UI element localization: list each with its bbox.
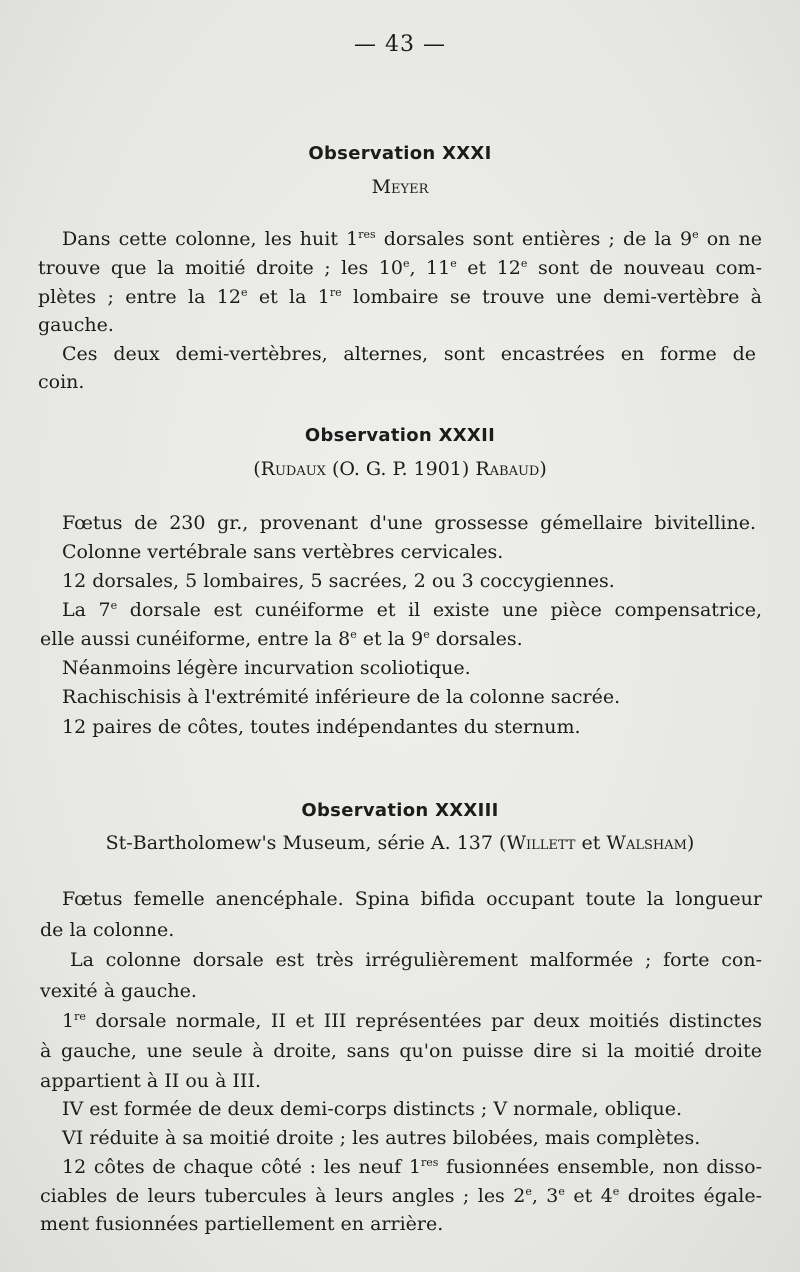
observation-32-source: (Rudaux (O. G. P. 1901) Rabaud) <box>253 458 547 480</box>
obs32-line-6: Néanmoins légère incurvation scoliotique. <box>62 657 471 679</box>
obs32-line-8: 12 paires de côtes, toutes indépendantes du sternum. <box>62 716 581 738</box>
obs33-line-9: VI réduite à sa moitié droite ; les autres bilobées, mais complètes. <box>62 1127 701 1149</box>
obs33-line-5: 1re dorsale normale, II et III représentées par deux moitiés distinctes <box>62 1010 762 1032</box>
observation-32-title: Observation XXXII <box>304 425 496 446</box>
obs33-line-12: ment fusionnées partiellement en arrière. <box>40 1213 444 1235</box>
obs32-line-7: Rachischisis à l'extrémité inférieure de la colonne sacrée. <box>62 686 621 708</box>
obs33-line-2: de la colonne. <box>40 919 175 941</box>
obs31-line-4: gauche. <box>38 314 114 336</box>
obs32-line-2: Colonne vertébrale sans vertèbres cervicales. <box>62 541 504 563</box>
obs31-line-2: trouve que la moitié droite ; les 10e, 11e et 12e sont de nouveau com- <box>38 257 762 279</box>
observation-31-author: Meyer <box>371 176 429 198</box>
obs31-line-6: coin. <box>38 371 85 393</box>
observation-31-title: Observation XXXI <box>308 143 492 164</box>
obs33-line-8: IV est formée de deux demi-corps distincts ; V normale, oblique. <box>62 1098 683 1120</box>
obs32-line-1: Fœtus de 230 gr., provenant d'une grossesse gémellaire bivitelline. <box>62 512 756 534</box>
obs33-line-3: La colonne dorsale est très irrégulièrement malformée ; forte con- <box>70 949 762 971</box>
page-number: — 43 — <box>354 32 446 57</box>
observation-33-title: Observation XXXIII <box>301 800 499 821</box>
obs32-line-4: La 7e dorsale est cunéiforme et il existe une pièce compensatrice, <box>62 599 762 621</box>
obs33-line-4: vexité à gauche. <box>40 980 197 1002</box>
obs32-line-5: elle aussi cunéiforme, entre la 8e et la 9e dorsales. <box>40 628 523 650</box>
obs31-line-5: Ces deux demi-vertèbres, alternes, sont encastrées en forme de <box>62 343 756 365</box>
obs33-line-1: Fœtus femelle anencéphale. Spina bifida occupant toute la longueur <box>62 888 762 910</box>
observation-33-source: St-Bartholomew's Museum, série A. 137 (Willett et Walsham) <box>105 832 695 854</box>
obs31-line-3: plètes ; entre la 12e et la 1re lombaire se trouve une demi-vertèbre à <box>38 286 762 308</box>
obs33-line-6: à gauche, une seule à droite, sans qu'on puisse dire si la moitié droite <box>40 1040 762 1062</box>
obs31-line-1: Dans cette colonne, les huit 1res dorsales sont entières ; de la 9e on ne <box>62 228 762 250</box>
obs33-line-11: ciables de leurs tubercules à leurs angles ; les 2e, 3e et 4e droites égale- <box>40 1185 762 1207</box>
obs33-line-10: 12 côtes de chaque côté : les neuf 1res fusionnées ensemble, non disso- <box>62 1156 763 1178</box>
obs33-line-7: appartient à II ou à III. <box>40 1070 261 1092</box>
obs32-line-3: 12 dorsales, 5 lombaires, 5 sacrées, 2 ou 3 coccygiennes. <box>62 570 615 592</box>
